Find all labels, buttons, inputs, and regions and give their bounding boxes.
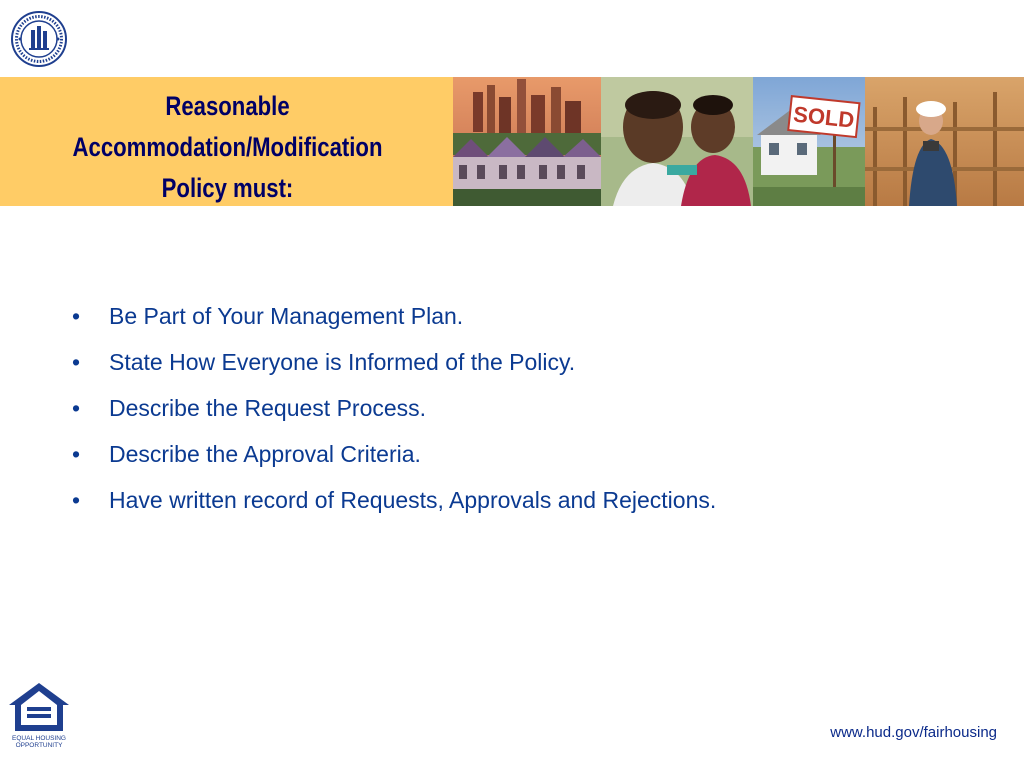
list-item: • Describe the Approval Criteria. — [72, 441, 772, 467]
list-item: • Describe the Request Process. — [72, 395, 772, 421]
footer-url-link[interactable]: www.hud.gov/fairhousing — [830, 724, 997, 741]
photo-collage — [453, 77, 1024, 206]
svg-text:OPPORTUNITY: OPPORTUNITY — [15, 742, 63, 749]
svg-text:EQUAL HOUSING: EQUAL HOUSING — [12, 735, 66, 742]
slide-title — [41, 86, 414, 209]
list-item: • Be Part of Your Management Plan. — [72, 303, 772, 329]
sold-sign-text: SOLD — [792, 101, 856, 133]
title-line-2: Accommodation/Modification — [72, 132, 383, 162]
policy-bullet-list — [72, 303, 772, 533]
list-item: • Have written record of Requests, Approvals and Rejections. — [72, 487, 772, 513]
list-item: • State How Everyone is Informed of the Policy. — [72, 349, 772, 375]
photo-city-houses — [453, 77, 601, 206]
equal-housing-opportunity-logo — [7, 681, 71, 751]
hud-seal-icon — [10, 10, 68, 68]
title-line-3: Policy must: — [161, 173, 294, 203]
photo-sold-house — [753, 77, 865, 206]
title-line-1: Reasonable — [165, 91, 290, 121]
photo-construction — [865, 77, 1024, 206]
photo-family — [601, 77, 753, 206]
